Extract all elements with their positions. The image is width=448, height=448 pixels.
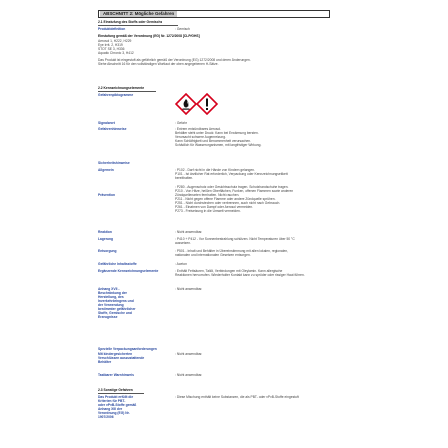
pbt-label-line: Verordnung (EG) Nr. xyxy=(98,411,130,415)
reaction-value: : Nicht anwendbar. xyxy=(175,230,203,234)
pbt-label xyxy=(98,395,168,419)
prevention-statement: P261 - Einatmen von Dampf oder Aerosol vermeiden. xyxy=(175,205,254,209)
general-statement: P101 - Ist ärztlicher Rat erforderlich, Verpackung oder Kennzeichnungsetikett xyxy=(175,172,288,176)
reaction-label: Reaktion xyxy=(98,230,112,234)
heading-rule xyxy=(98,91,156,92)
section-title: ABSCHNITT 2: Mögliche Gefahren xyxy=(100,11,177,17)
subsection-heading-2-3: 2.3 Sonstige Gefahren xyxy=(98,388,133,392)
prevention-statement: P211 - Nicht gegen offene Flamme oder andere Zündquelle sprühen. xyxy=(175,197,276,201)
prevention-statement: P210 - Von Hitze, heißen Oberflächen, Funken, offenen Flammen sowie anderen xyxy=(175,189,294,193)
annex-label-line: bestimmter gefährlicher xyxy=(98,307,136,311)
disposal-label: Entsorgung xyxy=(98,249,117,253)
child-resistant-label xyxy=(98,352,168,364)
annex-label-line: Erzeugnisse xyxy=(98,315,118,319)
general-statements xyxy=(175,168,425,180)
safety-heading: Sicherheitshinweise xyxy=(98,161,130,165)
prevention-statement: P273 - Freisetzung in die Umwelt vermeiden. xyxy=(175,209,241,213)
subsection-heading-2-2: 2.2 Kennzeichnungselemente xyxy=(98,86,145,90)
pbt-label-line: Das Produkt erfüllt die xyxy=(98,395,134,399)
clp-heading: Einstufung gemäß der Verordnung (EG) Nr. 1272/2008 [CLP/GHS] xyxy=(98,34,200,38)
section-header xyxy=(98,10,330,18)
tactile-warning-value: : Nicht anwendbar. xyxy=(175,373,203,377)
general-statement: : P102 - Darf nicht in die Hände von Kindern gelangen. xyxy=(175,168,255,172)
storage-statements xyxy=(175,237,425,245)
prevention-statements xyxy=(175,185,425,213)
prevention-label: Prävention xyxy=(98,193,116,197)
storage-statement: : P410 + P412 - Vor Sonnenbestrahlung schützen. Nicht Temperaturen über 50 °C xyxy=(175,237,295,241)
classification-line: Aerosol 1, H222, H229 xyxy=(98,39,132,43)
hazard-statement: Kann Schläfrigkeit und Benommenheit verursachen. xyxy=(175,139,252,143)
disposal-statement: : P501 - Inhalt und Behälter in Übereinstimmung mit allen lokalen, regionalen, xyxy=(175,249,289,253)
pbt-label-line: Anhang XIII der xyxy=(98,407,123,411)
heading-rule xyxy=(98,25,178,26)
tactile-warning-label: Tastbarer Warnhinweis xyxy=(98,373,134,377)
flame-pictogram xyxy=(176,94,196,114)
classification-line: Aquatic Chronic 3, H412 xyxy=(98,51,134,55)
child-label-line: Verschlüssen auszustattende xyxy=(98,356,145,360)
general-statement: bereithalten. xyxy=(175,176,194,180)
signal-word-value: : Gefahr xyxy=(175,121,187,125)
disposal-statement: nationalen und internationalen Gesetzen entsorgen. xyxy=(175,253,251,257)
classification-list xyxy=(98,39,134,55)
classification-note xyxy=(98,58,438,66)
classification-line: STOT SE 3, H336 xyxy=(98,47,125,51)
exclamation-pictogram xyxy=(197,94,217,114)
prevention-statement: : P280 - Augenschutz oder Gesichtsschutz tragen. Schutzhandschuhe tragen. xyxy=(175,185,289,189)
annex-label-line: Beschränkung der xyxy=(98,291,127,295)
hazard-pictograms xyxy=(175,93,219,115)
annex-label-line: Inverkehrbringens und xyxy=(98,299,134,303)
child-resistant-value: : Nicht anwendbar. xyxy=(175,352,203,356)
supplemental-statement: : Enthält Fettsäuren, Tallöl, Verbindungen mit Oleylamin. Kann allergische xyxy=(175,269,283,273)
ingredients-label: Gefährliche Inhaltsstoffe xyxy=(98,262,137,266)
supplemental-statements xyxy=(175,269,425,277)
pbt-value: : Diese Mischung enthält keine Substanzen, die als PBT- oder vPvB-Stoffe eingestuft xyxy=(175,395,299,399)
child-label-line: Mit kindergesicherten xyxy=(98,352,133,356)
hazard-statement: Verursacht schwere Augenreizung. xyxy=(175,135,226,139)
annex-label-line: Herstellung, des xyxy=(98,295,124,299)
storage-statement: aussetzen. xyxy=(175,241,191,245)
heading-rule xyxy=(98,393,144,394)
signal-word-label: Signalwort xyxy=(98,121,115,125)
annex-label-line: Stoffe, Gemische und xyxy=(98,311,132,315)
prevention-statement: P251 - Nicht durchstechen oder verbrennen, auch nicht nach Gebrauch. xyxy=(175,201,281,205)
hazard-statement: Behälter steht unter Druck: Kann bei Erwärmung bersten. xyxy=(175,131,259,135)
classification-line: Eye Irrit. 2, H319 xyxy=(98,43,123,47)
hazard-statement: : Extrem entzündbares Aerosol. xyxy=(175,127,221,131)
general-label: Allgemein xyxy=(98,168,114,172)
packaging-heading: Spezielle Verpackungsanforderungen xyxy=(98,347,157,351)
hazard-statements xyxy=(175,127,425,147)
pbt-label-line: 1907/2006 xyxy=(98,415,114,419)
child-label-line: Behälter xyxy=(98,360,112,364)
hazard-statements-label: Gefahrenhinweise xyxy=(98,127,127,131)
product-definition-value: : Gemisch xyxy=(175,27,190,31)
note-line: Siehe Abschnitt 16 für den vollständigen Wortlaut der oben angegebenen H-Sätze. xyxy=(98,62,219,66)
pbt-label-line: Kriterien für PBT- xyxy=(98,399,126,403)
subsection-heading-2-1: 2.1 Einstufung des Stoffs oder Gemischs xyxy=(98,20,163,24)
annex-label-line: Anhang XVII - xyxy=(98,287,120,291)
hazard-statement: Schädlich für Wasserorganismen, mit langfristiger Wirkung. xyxy=(175,143,262,147)
supplemental-statement: Reaktionen hervorrufen. Wiederholter Kontakt kann zu spröder oder rissiger Haut führen. xyxy=(175,273,305,277)
annex-xvii-label xyxy=(98,287,170,319)
prevention-statement: Zündquellenarten fernhalten. Nicht rauchen. xyxy=(175,193,240,197)
annex-xvii-value: : Nicht anwendbar. xyxy=(175,287,203,291)
pbt-label-line: oder vPvB-Stoffe gemäß xyxy=(98,403,137,407)
disposal-statements xyxy=(175,249,425,257)
annex-label-line: der Verwendung xyxy=(98,303,124,307)
pictograms-label: Gefahrenpiktogramme xyxy=(98,93,134,97)
product-definition-label: Produktdefinition xyxy=(98,27,126,31)
note-line: Das Produkt ist eingestuft als gefährlich gemäß der Verordnung (EG) 1272/2008 und deren Änderungen. xyxy=(98,58,251,62)
storage-label: Lagerung xyxy=(98,237,114,241)
ingredients-value: : Aceton xyxy=(175,262,187,266)
supplemental-label: Ergänzende Kennzeichnungselemente xyxy=(98,269,159,273)
